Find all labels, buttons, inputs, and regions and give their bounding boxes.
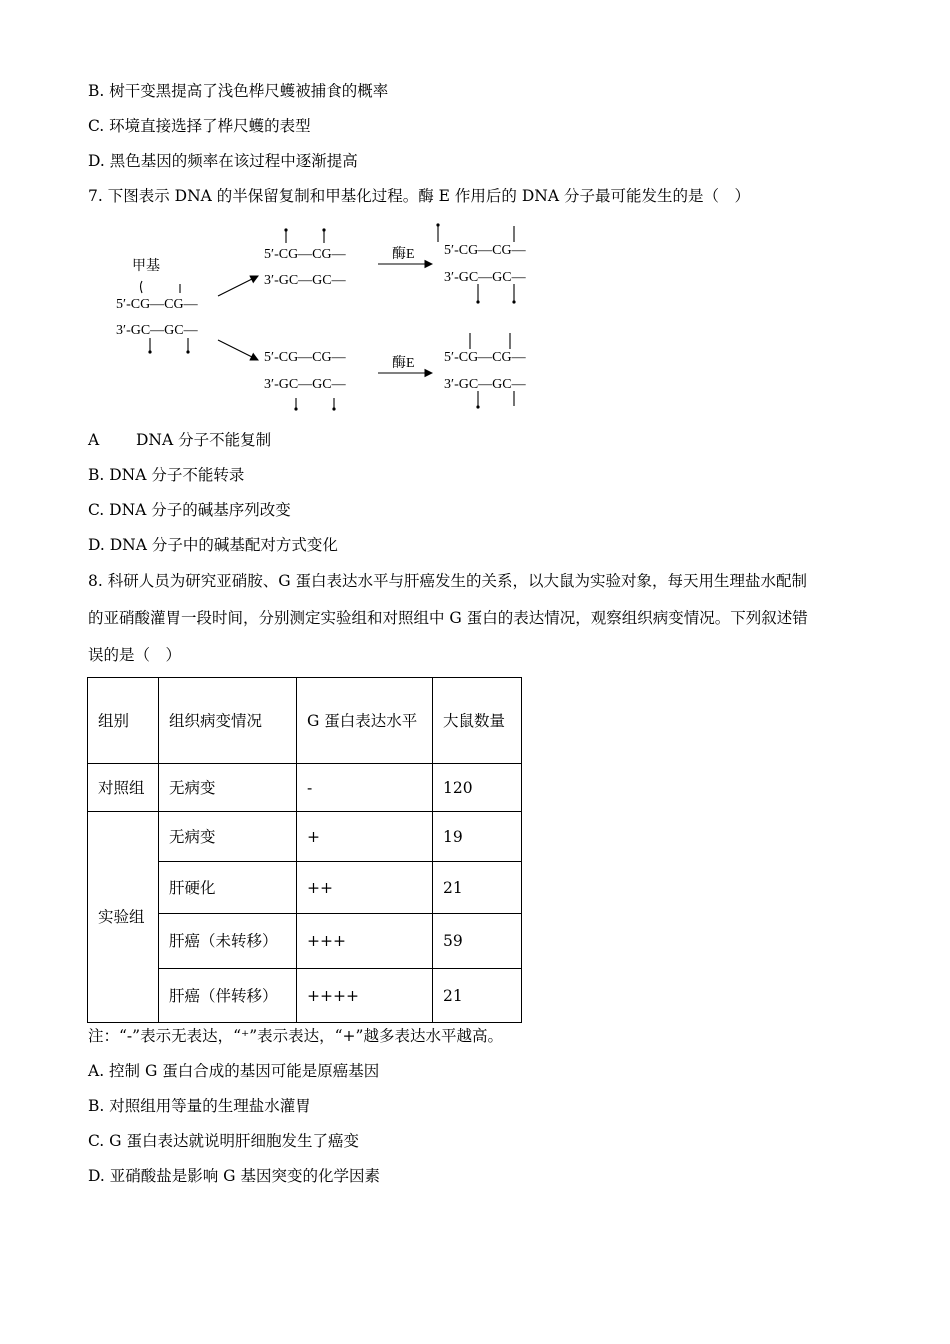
strand-5-result-1: 5′-CG—CG— [444, 243, 526, 258]
q8-table-note: 注：“-”表示无表达，“⁺”表示表达，“+”越多表达水平越高。 [88, 1027, 503, 1045]
methyl-dot [284, 228, 287, 231]
cell-lesion: 肝癌（伴转移） [159, 969, 297, 1023]
cell-count: 19 [433, 812, 522, 862]
cell-lesion: 肝硬化 [159, 862, 297, 914]
header-count: 大鼠数量 [433, 678, 522, 764]
header-lesion: 组织病变情况 [159, 678, 297, 764]
strand-3-result-2: 3′-GC—GC— [444, 377, 526, 392]
q7-option-a: A DNA 分子不能复制 [88, 431, 272, 449]
methyl-bond [141, 281, 143, 293]
strand-3-daughter-1: 3′-GC—GC— [264, 273, 346, 288]
cell-lesion: 无病变 [159, 812, 297, 862]
enzyme-label-bottom: 酶E [392, 356, 415, 371]
cell-level: +++ [297, 914, 433, 969]
q8-option-c: C. G 蛋白表达就说明肝细胞发生了癌变 [88, 1132, 359, 1150]
cell-count: 59 [433, 914, 522, 969]
header-group: 组别 [88, 678, 159, 764]
replication-arrow-up [218, 276, 258, 296]
strand-5-daughter-1: 5′-CG—CG— [264, 247, 346, 262]
q8-stem-line2: 的亚硝酸灌胃一段时间，分别测定实验组和对照组中 G 蛋白的表达情况，观察组织病变情况。下列叙述错 [88, 609, 808, 627]
strand-3-daughter-2: 3′-GC—GC— [264, 377, 346, 392]
methyl-dot [476, 405, 479, 408]
methyl-dot [476, 300, 479, 303]
cell-lesion: 无病变 [159, 764, 297, 812]
q7-stem: 7. 下图表示 DNA 的半保留复制和甲基化过程。酶 E 作用后的 DNA 分子最可能发生的是（ ） [88, 187, 750, 205]
header-level: G 蛋白表达水平 [297, 678, 433, 764]
cell-count: 21 [433, 862, 522, 914]
methyl-dot [436, 223, 439, 226]
strand-3-result-1: 3′-GC—GC— [444, 270, 526, 285]
q7-option-b: B. DNA 分子不能转录 [88, 466, 245, 484]
strand-5-original: 5′-CG—CG— [116, 297, 198, 312]
methyl-dot [294, 407, 297, 410]
cell-group: 对照组 [88, 764, 159, 812]
dna-methylation-diagram [110, 218, 550, 418]
replication-arrow-down [218, 340, 258, 360]
cell-level: + [297, 812, 433, 862]
strand-5-daughter-2: 5′-CG—CG— [264, 350, 346, 365]
table-row [88, 764, 522, 812]
methyl-dot [186, 350, 189, 353]
strand-3-original: 3′-GC—GC— [116, 323, 198, 338]
q8-stem-line1: 8. 科研人员为研究亚硝胺、G 蛋白表达水平与肝癌发生的关系，以大鼠为实验对象，每天用生理盐水配制 [88, 572, 808, 590]
cell-group-experimental: 实验组 [88, 812, 159, 1023]
cell-lesion: 肝癌（未转移） [159, 914, 297, 969]
cell-count: 21 [433, 969, 522, 1023]
methyl-label: 甲基 [132, 259, 160, 274]
methyl-dot [512, 300, 515, 303]
q6-option-b: B. 树干变黑提高了浅色桦尺蠖被捕食的概率 [88, 82, 389, 100]
q7-option-d: D. DNA 分子中的碱基配对方式变化 [88, 536, 338, 554]
table-header-row [88, 678, 522, 764]
strand-5-result-2: 5′-CG—CG— [444, 350, 526, 365]
q8-option-a: A. 控制 G 蛋白合成的基因可能是原癌基因 [88, 1062, 380, 1080]
q6-option-d: D. 黑色基因的频率在该过程中逐渐提高 [88, 152, 358, 170]
cell-count: 120 [433, 764, 522, 812]
methyl-dot [332, 407, 335, 410]
cell-level: ++++ [297, 969, 433, 1023]
methyl-dot [322, 228, 325, 231]
q8-option-b: B. 对照组用等量的生理盐水灌胃 [88, 1097, 311, 1115]
cell-level: ++ [297, 862, 433, 914]
q7-option-c: C. DNA 分子的碱基序列改变 [88, 501, 291, 519]
data-table [87, 677, 522, 1023]
q8-option-d: D. 亚硝酸盐是影响 G 基因突变的化学因素 [88, 1167, 380, 1185]
table-row [88, 812, 522, 862]
q8-stem-line3: 误的是（ ） [88, 646, 182, 664]
enzyme-label-top: 酶E [392, 247, 415, 262]
methyl-dot [148, 350, 151, 353]
q6-option-c: C. 环境直接选择了桦尺蠖的表型 [88, 117, 311, 135]
cell-level: - [297, 764, 433, 812]
